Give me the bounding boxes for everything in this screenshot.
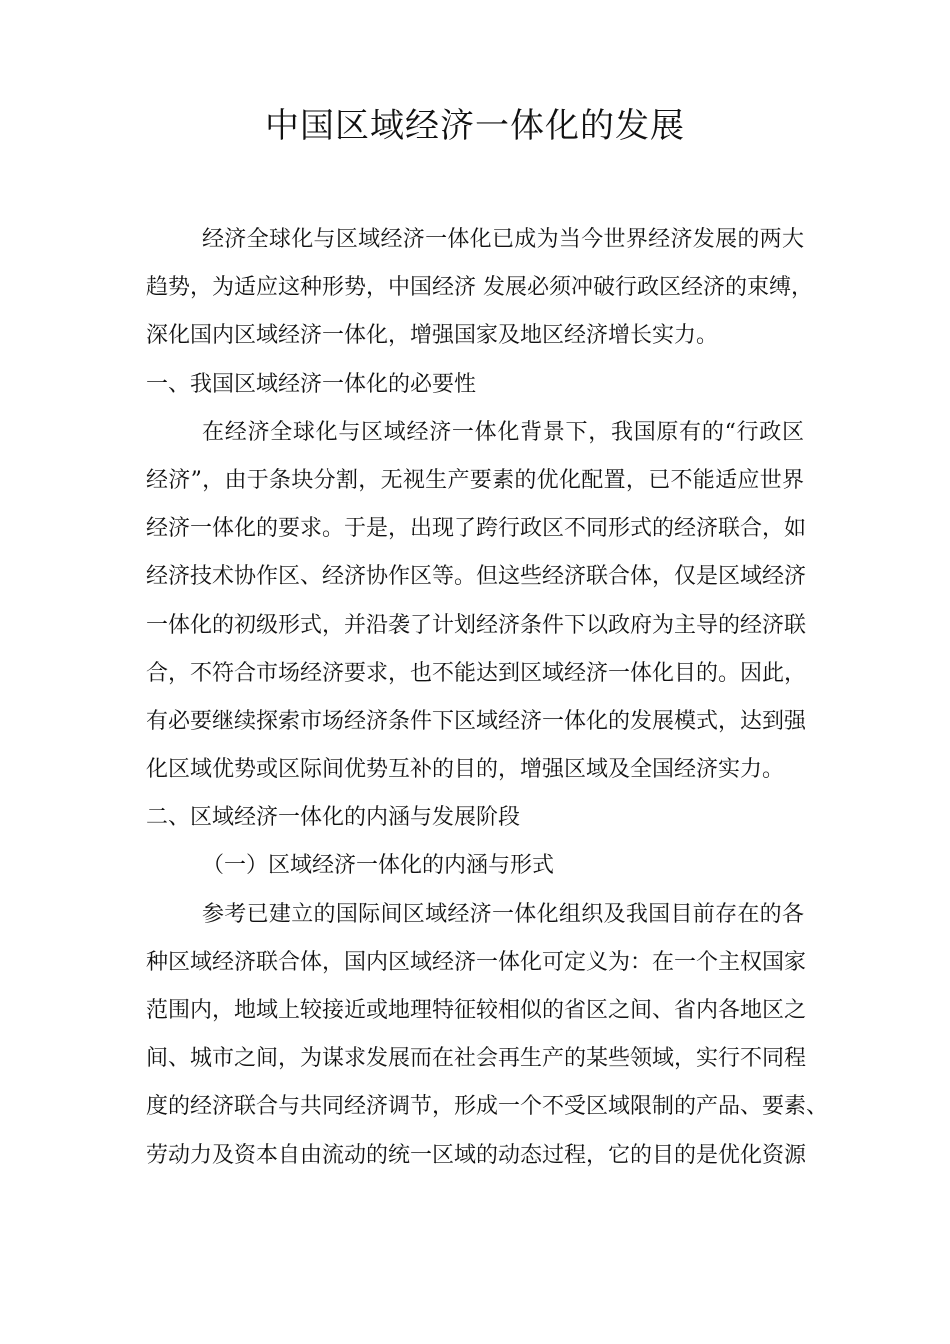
text-line: 合，不符合市场经济要求，也不能达到区域经济一体化目的。因此， — [146, 660, 807, 686]
text-line: 经济一体化的要求。于是，出现了跨行政区不同形式的经济联合，如 — [146, 516, 807, 542]
text-line: 经济”，由于条块分割，无视生产要素的优化配置，已不能适应世界 — [146, 467, 804, 493]
text-line: 种区域经济联合体，国内区域经济一体化可定义为：在一个主权国家 — [146, 949, 807, 975]
text-line: 度的经济联合与共同经济调节，形成一个不受区域限制的产品、要素、 — [146, 1094, 829, 1120]
text-line: 在经济全球化与区域经济一体化背景下，我国原有的“行政区 — [202, 419, 804, 445]
text-line: （一）区域经济一体化的内涵与形式 — [202, 853, 555, 879]
text-line: 间、城市之间，为谋求发展而在社会再生产的某些领域，实行不同程 — [146, 1046, 807, 1072]
text-line: 化区域优势或区际间优势互补的目的，增强区域及全国经济实力。 — [146, 757, 785, 783]
text-line: 劳动力及资本自由流动的统一区域的动态过程，它的目的是优化资源 — [146, 1142, 807, 1168]
document-body — [146, 216, 829, 1180]
text-line: 一体化的初级形式，并沿袭了计划经济条件下以政府为主导的经济联 — [146, 612, 807, 638]
text-line: 二、区域经济一体化的内涵与发展阶段 — [146, 805, 521, 831]
text-line: 范围内，地域上较接近或地理特征较相似的省区之间、省内各地区之 — [146, 998, 807, 1023]
page-title: 中国区域经济一体化的发展 — [265, 106, 685, 146]
text-line: 参考已建立的国际间区域经济一体化组织及我国目前存在的各 — [202, 901, 804, 927]
text-line: 经济技术协作区、经济协作区等。但这些经济联合体，仅是区域经济 — [146, 564, 807, 590]
text-line: 趋势，为适应这种形势，中国经济 发展必须冲破行政区经济的束缚， — [146, 275, 813, 301]
text-line: 经济全球化与区域经济一体化已成为当今世界经济发展的两大 — [202, 227, 804, 252]
text-line: 深化国内区域经济一体化，增强国家及地区经济增长实力。 — [146, 323, 719, 349]
text-line: 一、我国区域经济一体化的必要性 — [146, 371, 477, 397]
text-line: 有必要继续探索市场经济条件下区域经济一体化的发展模式，达到强 — [146, 708, 807, 734]
